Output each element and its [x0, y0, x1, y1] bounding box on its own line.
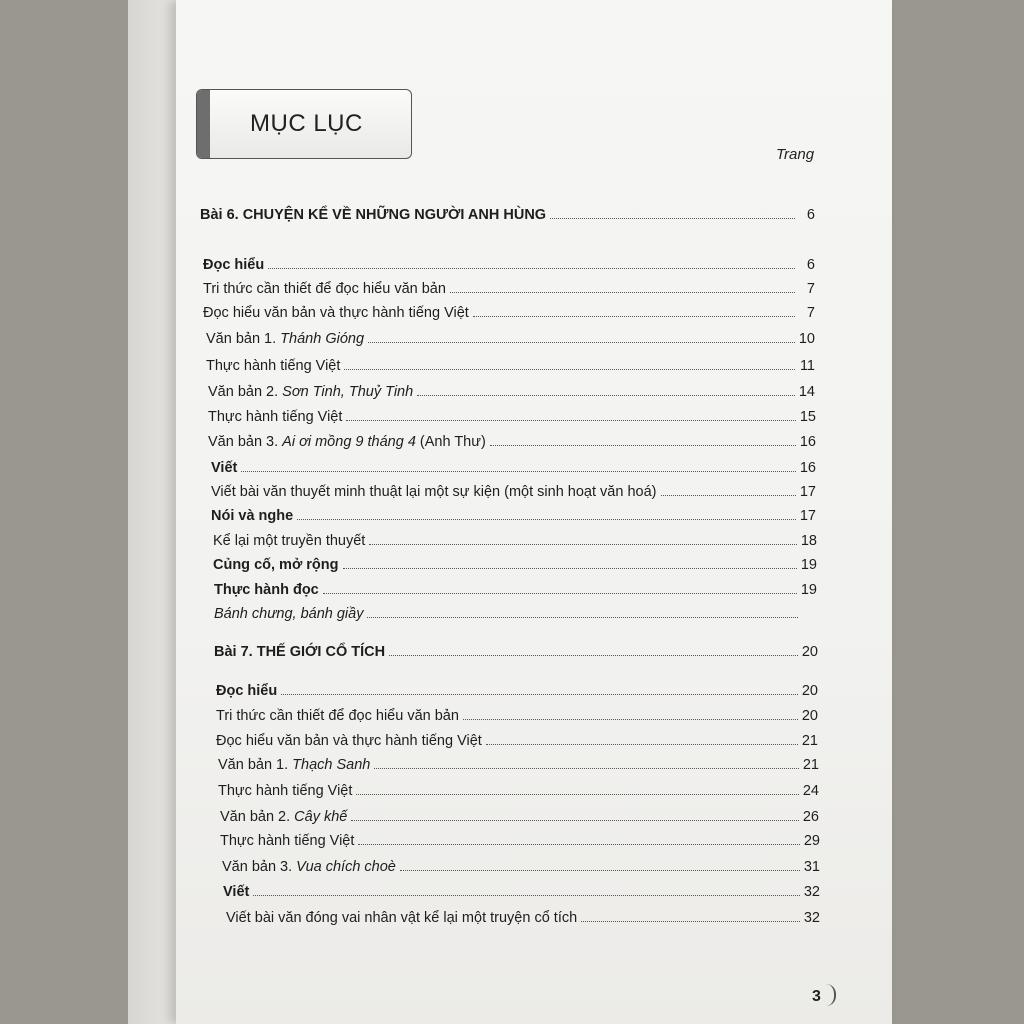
toc-entry-label	[220, 833, 354, 849]
toc-entry	[211, 456, 816, 476]
toc-entry-text: Bài 6. CHUYỆN KỂ VỀ NHỮNG NGƯỜI ANH HÙNG	[200, 207, 547, 223]
toc-entry	[223, 880, 820, 900]
toc-entry-page: 18	[800, 533, 817, 549]
toc-leader-dots	[661, 494, 796, 496]
toc-entry	[218, 753, 819, 773]
toc-entry-page: 15	[799, 409, 816, 425]
toc-entry-text: Thực hành đọc	[214, 582, 319, 598]
toc-entry-title-italic: Bánh chưng, bánh giầy	[214, 606, 364, 622]
toc-entry-page: 7	[806, 305, 815, 321]
toc-entry-page: 20	[801, 708, 818, 724]
toc-entry-page: 32	[803, 884, 820, 900]
toc-entry	[214, 578, 817, 598]
toc-entry-label	[214, 644, 385, 660]
toc-entry-label	[214, 606, 363, 622]
toc-entry-text: Đọc hiểu văn bản và thực hành tiếng Việt	[203, 305, 469, 321]
toc-entry-label	[211, 460, 237, 476]
toc-entry-text: Văn bản 1.	[218, 757, 293, 773]
toc-entry	[208, 380, 815, 400]
toc-entry-text: Đọc hiểu	[216, 683, 278, 699]
toc-entry-label	[208, 409, 342, 425]
toc-entry-page: 20	[801, 683, 818, 699]
toc-title: MỤC LỤC	[250, 110, 363, 137]
toc-entry-label	[218, 757, 370, 773]
toc-entry-text: Kể lại một truyền thuyết	[213, 533, 366, 549]
toc-leader-dots	[473, 315, 795, 317]
toc-entry	[216, 679, 818, 699]
toc-entry-page: 17	[799, 508, 816, 524]
toc-leader-dots	[253, 894, 800, 896]
toc-entry-page: 17	[799, 484, 816, 500]
toc-leader-dots	[356, 793, 798, 795]
toc-entry-page: 32	[803, 910, 820, 926]
toc-entry-text: Viết bài văn đóng vai nhân vật kể lại một truyện cổ tích	[226, 910, 578, 926]
toc-entry-label	[214, 582, 319, 598]
page-number: 3	[812, 988, 821, 1005]
toc-entry	[214, 640, 818, 660]
toc-leader-dots	[297, 518, 796, 520]
toc-entry	[206, 327, 815, 347]
toc-entry-label	[200, 207, 546, 223]
toc-entry-title-italic: Sơn Tinh, Thuỷ Tinh	[282, 384, 414, 400]
toc-entry-page: 6	[806, 257, 815, 273]
toc-entry-text: Đọc hiểu văn bản và thực hành tiếng Việt	[216, 733, 482, 749]
toc-entry-label	[213, 557, 339, 573]
toc-entry-author: (Anh Thư)	[415, 434, 486, 450]
toc-entry-label	[226, 910, 577, 926]
toc-entry-label	[206, 331, 364, 347]
toc-leader-dots	[389, 654, 798, 656]
toc-entry-text: Viết bài văn thuyết minh thuật lại một sự kiện (một sinh hoạt văn hoá)	[211, 484, 657, 500]
toc-entry-label	[203, 281, 446, 297]
toc-entry-label	[220, 809, 347, 825]
toc-entry	[216, 704, 818, 724]
toc-entry-page: 6	[806, 207, 815, 223]
toc-entry-text: Văn bản 2.	[208, 384, 283, 400]
toc-entry	[216, 729, 818, 749]
toc-leader-dots	[268, 267, 795, 269]
toc-leader-dots	[344, 368, 795, 370]
toc-entry	[218, 779, 819, 799]
toc-leader-dots	[486, 743, 798, 745]
toc-entry	[200, 203, 815, 223]
toc-entry-label	[216, 683, 277, 699]
toc-leader-dots	[374, 767, 798, 769]
toc-entry	[203, 253, 815, 273]
toc-entry	[226, 906, 820, 926]
toc-leader-dots	[550, 217, 795, 219]
toc-entry-text: Củng cố, mở rộng	[213, 557, 339, 573]
toc-entry-title-italic: Thánh Gióng	[280, 331, 365, 347]
toc-leader-dots	[400, 869, 800, 871]
toc-entry-text: Văn bản 2.	[220, 809, 295, 825]
toc-entry-label	[208, 434, 486, 450]
toc-entry	[214, 602, 818, 622]
toc-entry-label	[223, 884, 249, 900]
toc-entry	[208, 405, 816, 425]
toc-entry	[220, 829, 820, 849]
toc-entry-text: Tri thức cần thiết để đọc hiểu văn bản	[203, 281, 446, 297]
toc-entry	[220, 805, 819, 825]
toc-entry-label	[211, 484, 657, 500]
toc-entry-label	[216, 733, 482, 749]
toc-entry-page: 24	[802, 783, 819, 799]
toc-entry-text: Thực hành tiếng Việt	[208, 409, 343, 425]
toc-leader-dots	[367, 616, 798, 618]
toc-entry-page: 19	[800, 557, 817, 573]
toc-entry-label	[211, 508, 293, 524]
toc-entry-title-italic: Thạch Sanh	[292, 757, 371, 773]
toc-leader-dots	[450, 291, 795, 293]
toc-entry-label	[218, 783, 352, 799]
toc-leader-dots	[351, 819, 798, 821]
toc-leader-dots	[490, 444, 796, 446]
toc-entry	[203, 301, 815, 321]
toc-entry-page: 7	[806, 281, 815, 297]
toc-entry-page: 31	[803, 859, 820, 875]
toc-entry-text: Bài 7. THẾ GIỚI CỔ TÍCH	[214, 644, 386, 660]
toc-entry-text: Thực hành tiếng Việt	[206, 358, 341, 374]
toc-entry	[208, 430, 816, 450]
toc-entry-label	[216, 708, 459, 724]
toc-leader-dots	[343, 567, 797, 569]
toc-entry-label	[213, 533, 365, 549]
toc-entry-title-italic: Cây khế	[294, 809, 348, 825]
toc-entry-text: Văn bản 3.	[222, 859, 297, 875]
toc-entry	[206, 354, 815, 374]
toc-entry-label	[208, 384, 413, 400]
toc-entry-page: 11	[799, 358, 815, 374]
toc-entry-label	[203, 257, 264, 273]
toc-entry-text: Viết	[211, 460, 238, 476]
toc-entry-page: 14	[798, 384, 815, 400]
toc-entry	[222, 855, 820, 875]
toc-entry-text: Viết	[223, 884, 250, 900]
toc-leader-dots	[358, 843, 799, 845]
toc-entry-text: Thực hành tiếng Việt	[218, 783, 353, 799]
toc-leader-dots	[581, 920, 800, 922]
toc-entry-text: Thực hành tiếng Việt	[220, 833, 355, 849]
toc-entry-label	[222, 859, 396, 875]
toc-entry-page: 21	[802, 757, 819, 773]
toc-entry-page: 21	[801, 733, 818, 749]
toc-entry-page: 16	[799, 434, 816, 450]
toc-leader-dots	[368, 341, 795, 343]
toc-entry-title-italic: Ai ơi mồng 9 tháng 4	[282, 434, 416, 450]
toc-leader-dots	[281, 693, 798, 695]
toc-entry	[211, 480, 816, 500]
toc-entry-page: 29	[803, 833, 820, 849]
toc-leader-dots	[241, 470, 796, 472]
toc-entry-page: 19	[800, 582, 817, 598]
toc-leader-dots	[323, 592, 797, 594]
toc-entry	[211, 504, 816, 524]
toc-entry-page: 16	[799, 460, 816, 476]
toc-entry	[213, 529, 817, 549]
toc-entry	[213, 553, 817, 573]
toc-entry-text: Văn bản 1.	[206, 331, 281, 347]
toc-entry-text: Văn bản 3.	[208, 434, 283, 450]
toc-entry	[203, 277, 815, 297]
toc-leader-dots	[346, 419, 795, 421]
toc-entry-text: Tri thức cần thiết để đọc hiểu văn bản	[216, 708, 459, 724]
toc-entry-page: 26	[802, 809, 819, 825]
toc-entry-title-italic: Vua chích choè	[296, 859, 396, 875]
toc-leader-dots	[369, 543, 797, 545]
toc-entry-page: 10	[798, 331, 815, 347]
toc-leader-dots	[463, 718, 798, 720]
toc-entry-label	[206, 358, 340, 374]
toc-leader-dots	[417, 394, 795, 396]
toc-entry-text: Đọc hiểu	[203, 257, 265, 273]
toc-entry-page: 20	[801, 644, 818, 660]
toc-entry-text: Nói và nghe	[211, 508, 294, 524]
page-column-header: Trang	[776, 146, 815, 163]
toc-entry-label	[203, 305, 469, 321]
